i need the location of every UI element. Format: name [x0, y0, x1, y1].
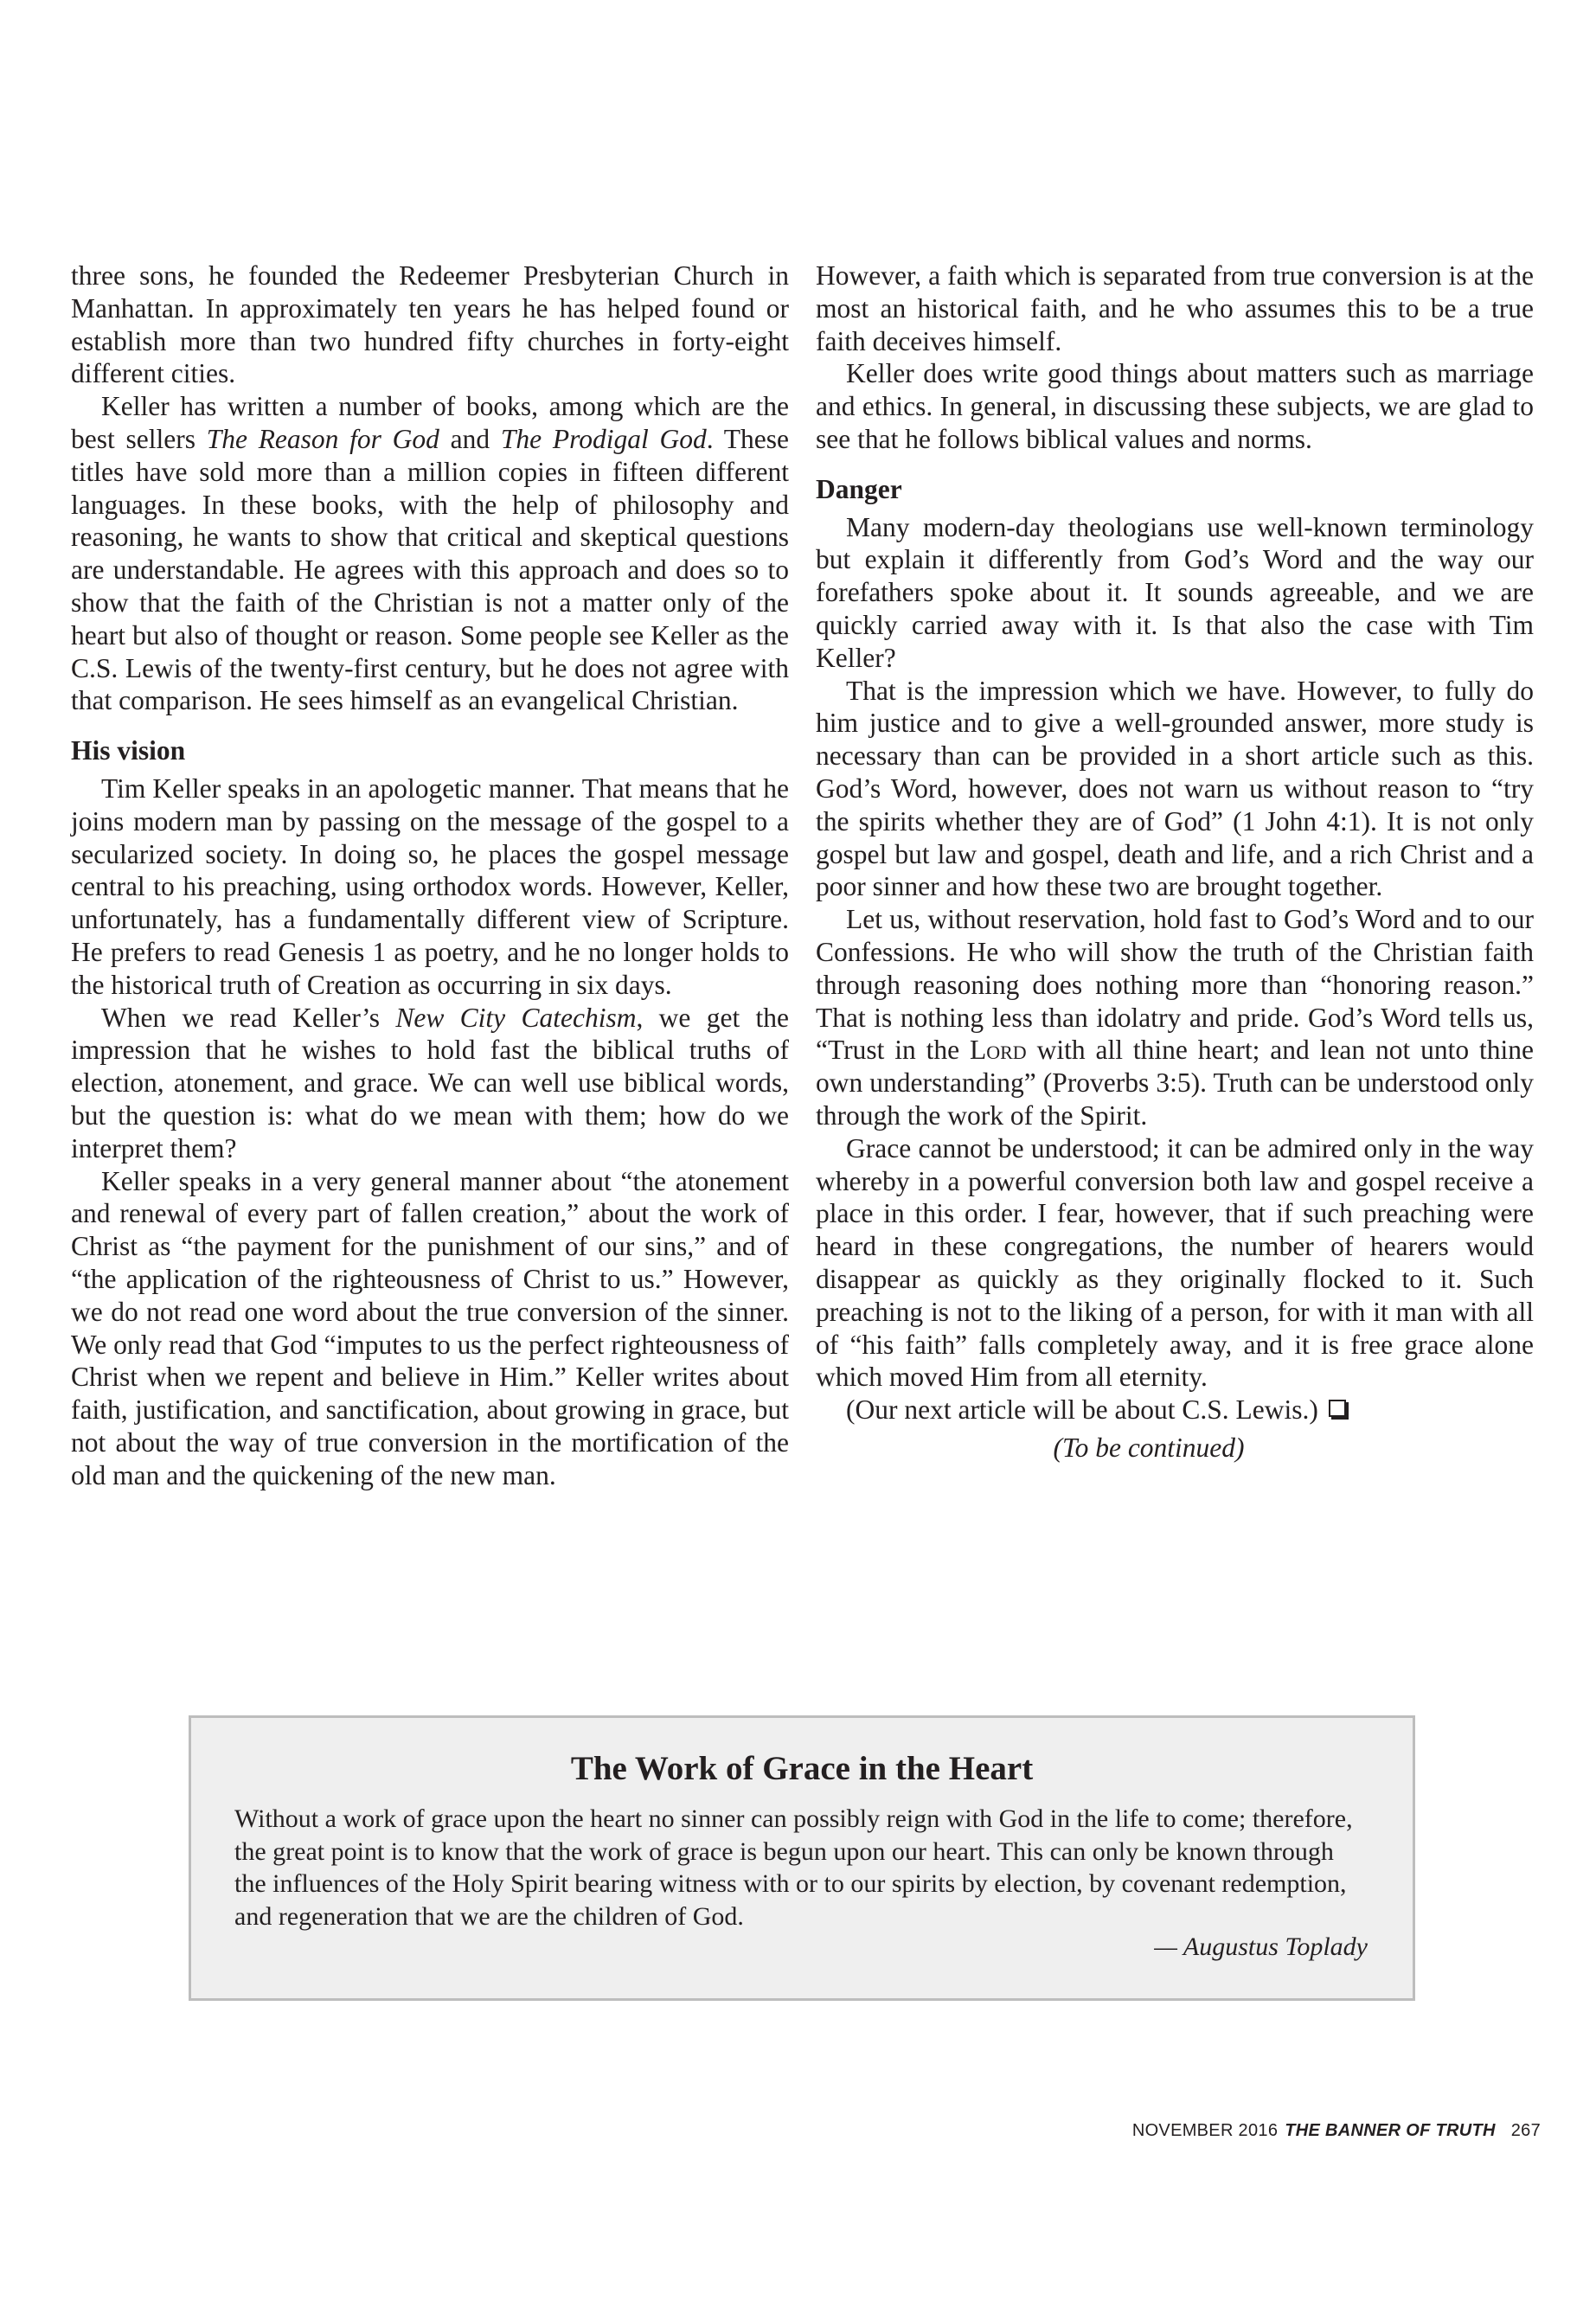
magazine-name: THE BANNER OF TRUTH: [1285, 2121, 1496, 2140]
paragraph: That is the impression which we have. However, to fully do him justice and to give a well-grounded answer, more study is necessary than can be provided in a short article such as this. God’s Word, however, does not warn us without reason to “try the spirits whether they are of God” (1 John 4:1). It is not only gospel but law and gospel, death and life, and a rich Christ and a poor sinner and how these two are brought together.: [816, 675, 1534, 902]
to-be-continued: (To be continued): [1053, 1432, 1245, 1463]
end-of-article-icon: [1329, 1400, 1346, 1417]
lord-smallcaps: Lord: [970, 1035, 1027, 1066]
paragraph: Keller has written a number of books, among which are the best sellers The Reason for God and The Prodigal God. These titles have sold more than a million copies in fifteen different languages. In these books, with the help of philosophy and reasoning, he wants to show that critical and skeptical questions are understandable. He agrees with this approach and does so to show that the faith of the Christian is not a matter only of the heart but also of thought or reason. Some people see Keller as the C.S. Lewis of the twenty-first century, but he does not agree with that comparison. He sees himself as an evangelical Christian.: [71, 391, 789, 716]
paragraph: Grace cannot be understood; it can be admired only in the way whereby in a powerful conversion both law and gospel receive a place in this order. I fear, however, that if such preaching were heard in these congregations, the number of hearers would disappear as quickly as they originally flocked to it. Such preaching is not to the liking of a person, for with it man with all of “his faith” falls completely away, and it is free grace alone which moved Him from all eternity.: [816, 1132, 1534, 1393]
page-footer: [1132, 2121, 1541, 2141]
right-column: [816, 260, 1534, 1465]
paragraph: When we read Keller’s New City Catechism, we get the impression that he wishes to hold fast the biblical truths of election, atonement, and grace. We can well use biblical words, but the question is: what do we mean with them; how do we interpret them?: [71, 1002, 790, 1163]
section-heading: His vision: [71, 735, 186, 766]
book-title: The Reason for God: [206, 423, 439, 454]
paragraph: three sons, he founded the Redeemer Presbyterian Church in Manhattan. In approximately ten years he has helped found or establish more than two hundred fifty churches in forty-eight different cities.: [71, 260, 789, 389]
box-author: — Augustus Toplady: [1154, 1932, 1368, 1961]
box-quote: Without a work of grace upon the heart no sinner can possibly reign with God in the life to come; therefore, the great point is to know that the work of grace is begun upon our heart. This can only be known through the influences of the Holy Spirit bearing witness with or to our spirits by election, by covenant redemption, and regeneration that we are the children of God.: [234, 1804, 1353, 1931]
issue-date: NOVEMBER 2016: [1131, 2121, 1279, 2140]
paragraph: Keller does write good things about matters such as marriage and ethics. In general, in discussing these subjects, we are glad to see that he follows biblical values and norms.: [816, 358, 1534, 454]
paragraph: Tim Keller speaks in an apologetic manner. That means that he joins modern man by passing on the message of the gospel to a secularized society. In doing so, he places the gospel message central to his preaching, using orthodox words. However, Keller, unfortunately, has a fundamentally different view of Scripture. He prefers to read Genesis 1 as poetry, and he no longer holds to the historical truth of Creation as occurring in six days.: [71, 772, 789, 1000]
sidebar-quote-box: [189, 1715, 1415, 2001]
book-title: The Prodigal God: [500, 423, 707, 454]
paragraph: Keller speaks in a very general manner about “the atonement and renewal of every part of fallen creation,” about the work of Christ as “the payment for the punishment of our sins,” and of “the application of the righteousness of Christ to us.” However, we do not read one word about the true conversion of the sinner. We only read that God “imputes to us the perfect righteousness of Christ when we repent and believe in Him.” Keller writes about faith, justification, and sanctification, about growing in grace, but not about the way of true conversion in the mortification of the old man and the quickening of the new man.: [71, 1165, 789, 1490]
paragraph: However, a faith which is separated from true conversion is at the most an historical faith, and he who assumes this to be a true faith deceives himself.: [816, 260, 1534, 356]
closing-line: (Our next article will be about C.S. Lewis.): [816, 1394, 1534, 1426]
left-column: [71, 260, 789, 1491]
section-heading: Danger: [816, 473, 902, 504]
box-title: The Work of Grace in the Heart: [570, 1750, 1034, 1787]
paragraph: Let us, without reservation, hold fast to God’s Word and to our Confessions. He who will show the truth of the Christian faith through reasoning does nothing more than “honoring reason.” That is nothing less than idolatry and pride. God’s Word tells us, “Trust in the Lord with all thine heart; and lean not unto thine own understanding” (Proverbs 3:5). Truth can be understood only through the work of the Spirit.: [816, 904, 1534, 1131]
book-title: New City Catechism: [395, 1002, 637, 1033]
paragraph: Many modern-day theologians use well-known terminology but explain it differently from God’s Word and the way our forefathers spoke about it. It sounds agreeable, and we are quickly carried away with it. Is that also the case with Tim Keller?: [816, 511, 1534, 673]
page-number: 267: [1510, 2121, 1541, 2140]
